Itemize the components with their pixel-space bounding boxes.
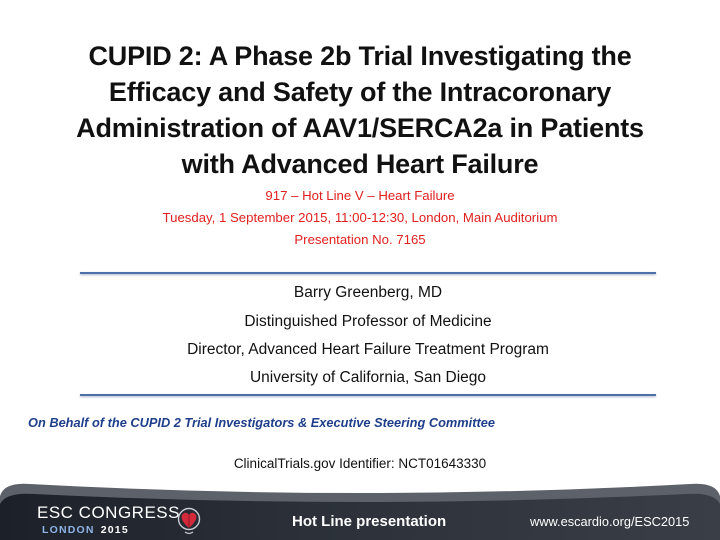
slide-title bbox=[30, 38, 690, 182]
session-name: 917 – Hot Line V – Heart Failure bbox=[265, 188, 455, 203]
presenter-position: Director, Advanced Heart Failure Treatment Program bbox=[187, 341, 549, 358]
congress-wordmark: ESC CONGRESS bbox=[37, 503, 180, 522]
esc-website-link[interactable]: www.escardio.org/ESC2015 bbox=[530, 514, 690, 529]
congress-location bbox=[42, 524, 129, 536]
hotline-label: Hot Line presentation bbox=[292, 513, 447, 530]
congress-year: 2015 bbox=[100, 524, 129, 536]
title-line-1: CUPID 2: A Phase 2b Trial Investigating the bbox=[88, 41, 632, 71]
session-datetime: Tuesday, 1 September 2015, 11:00-12:30, London, Main Auditorium bbox=[162, 210, 558, 225]
presenter-name: Barry Greenberg, MD bbox=[293, 284, 443, 301]
presenter-role: Distinguished Professor of Medicine bbox=[244, 313, 492, 330]
presentation-number: Presentation No. 7165 bbox=[294, 232, 426, 247]
trial-identifier: ClinicalTrials.gov Identifier: NCT01643330 bbox=[233, 456, 487, 471]
divider-top bbox=[80, 272, 656, 274]
title-line-4: with Advanced Heart Failure bbox=[181, 149, 539, 179]
divider-bottom bbox=[80, 394, 656, 396]
on-behalf-statement: On Behalf of the CUPID 2 Trial Investigators & Executive Steering Committee bbox=[28, 415, 495, 430]
presenter-institution: University of California, San Diego bbox=[249, 369, 487, 386]
title-line-3: Administration of AAV1/SERCA2a in Patients bbox=[76, 113, 644, 143]
congress-city: LONDON bbox=[42, 524, 95, 536]
title-line-2: Efficacy and Safety of the Intracoronary bbox=[108, 77, 612, 107]
esc-heart-emblem-icon bbox=[176, 504, 202, 536]
